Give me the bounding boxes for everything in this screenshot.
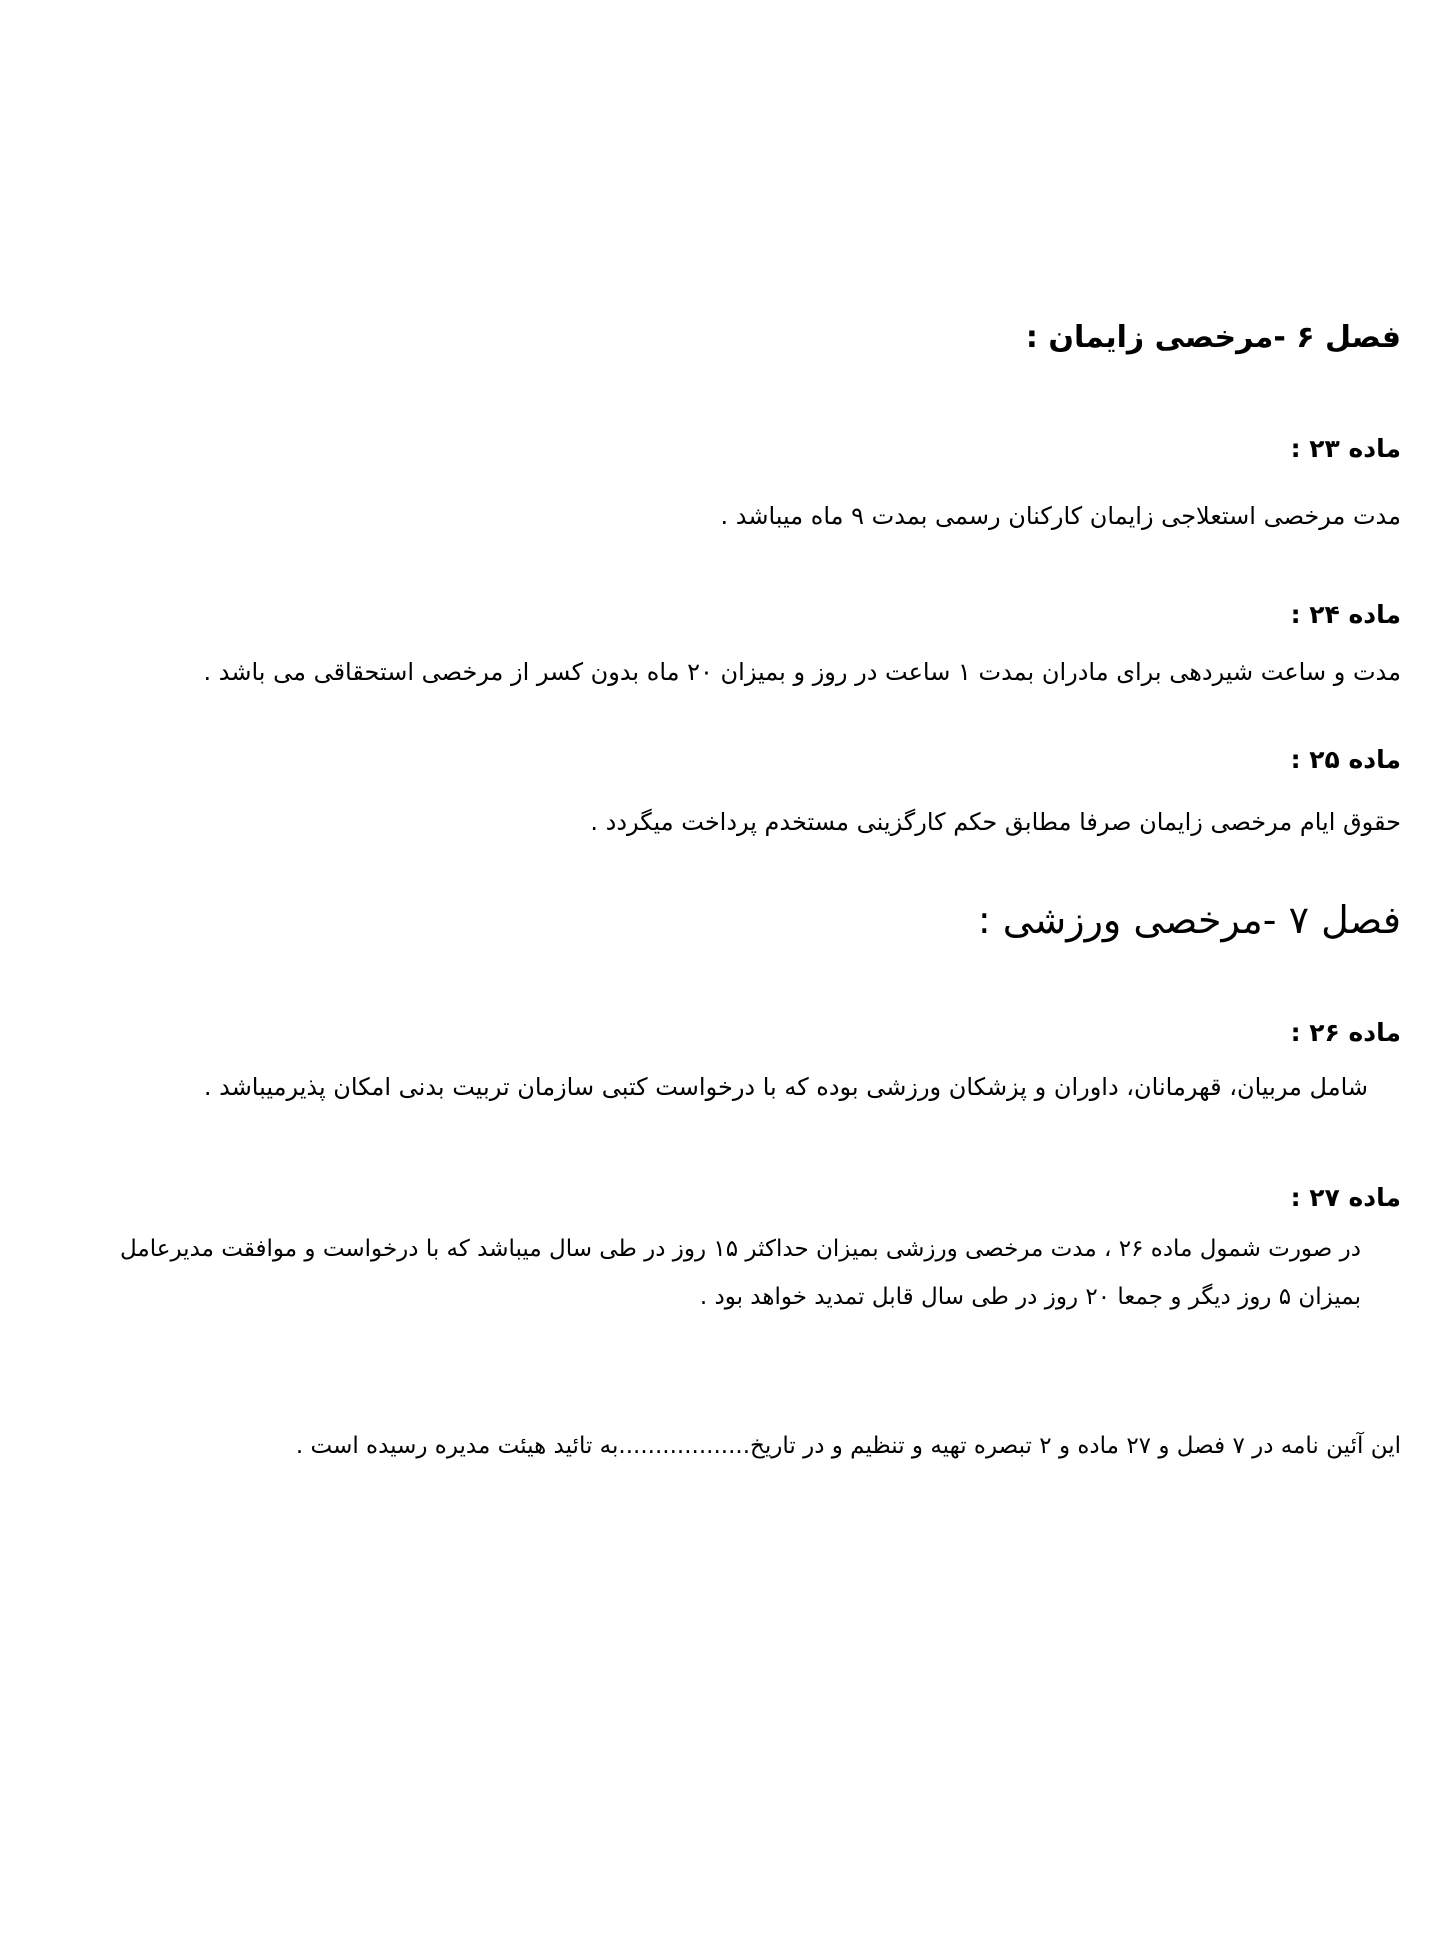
- article-24-text: مدت و ساعت شیردهی برای مادران بمدت ۱ ساعت در روز و بمیزان ۲۰ ماه بدون کسر از مرخصی استحقاقی می باشد .: [203, 658, 1401, 686]
- article-25-text: حقوق ایام مرخصی زایمان صرفا مطابق حکم کارگزینی مستخدم پرداخت میگردد .: [590, 808, 1401, 836]
- article-24-heading: ماده ۲۴ :: [1290, 600, 1401, 629]
- article-26-heading: ماده ۲۶ :: [1290, 1018, 1401, 1047]
- article-27-text-line-2: بمیزان ۵ روز دیگر و جمعا ۲۰ روز در طی سال قابل تمدید خواهد بود .: [699, 1284, 1361, 1310]
- article-25-heading: ماده ۲۵ :: [1290, 745, 1401, 774]
- article-23-text: مدت مرخصی استعلاجی زایمان کارکنان رسمی بمدت ۹ ماه میباشد .: [720, 502, 1401, 530]
- article-27-heading: ماده ۲۷ :: [1290, 1183, 1401, 1212]
- closing-statement: این آئین نامه در ۷ فصل و ۲۷ ماده و ۲ تبصره تهیه و تنظیم و در تاریخ..................به تائید هیئت مدیره رسیده است .: [295, 1433, 1401, 1459]
- article-26-text: شامل مربیان، قهرمانان، داوران و پزشکان ورزشی بوده که با درخواست کتبی سازمان تربیت بدنی امکان پذیرمیباشد .: [203, 1073, 1368, 1101]
- chapter-6-title: فصل ۶ -مرخصی زایمان :: [1025, 320, 1401, 355]
- chapter-7-title: فصل ۷ -مرخصی ورزشی :: [977, 898, 1401, 942]
- article-27-text-line-1: در صورت شمول ماده ۲۶ ، مدت مرخصی ورزشی بمیزان حداکثر ۱۵ روز در طی سال میباشد که با درخواست و موافقت مدیرعامل: [120, 1236, 1361, 1262]
- article-23-heading: ماده ۲۳ :: [1290, 434, 1401, 463]
